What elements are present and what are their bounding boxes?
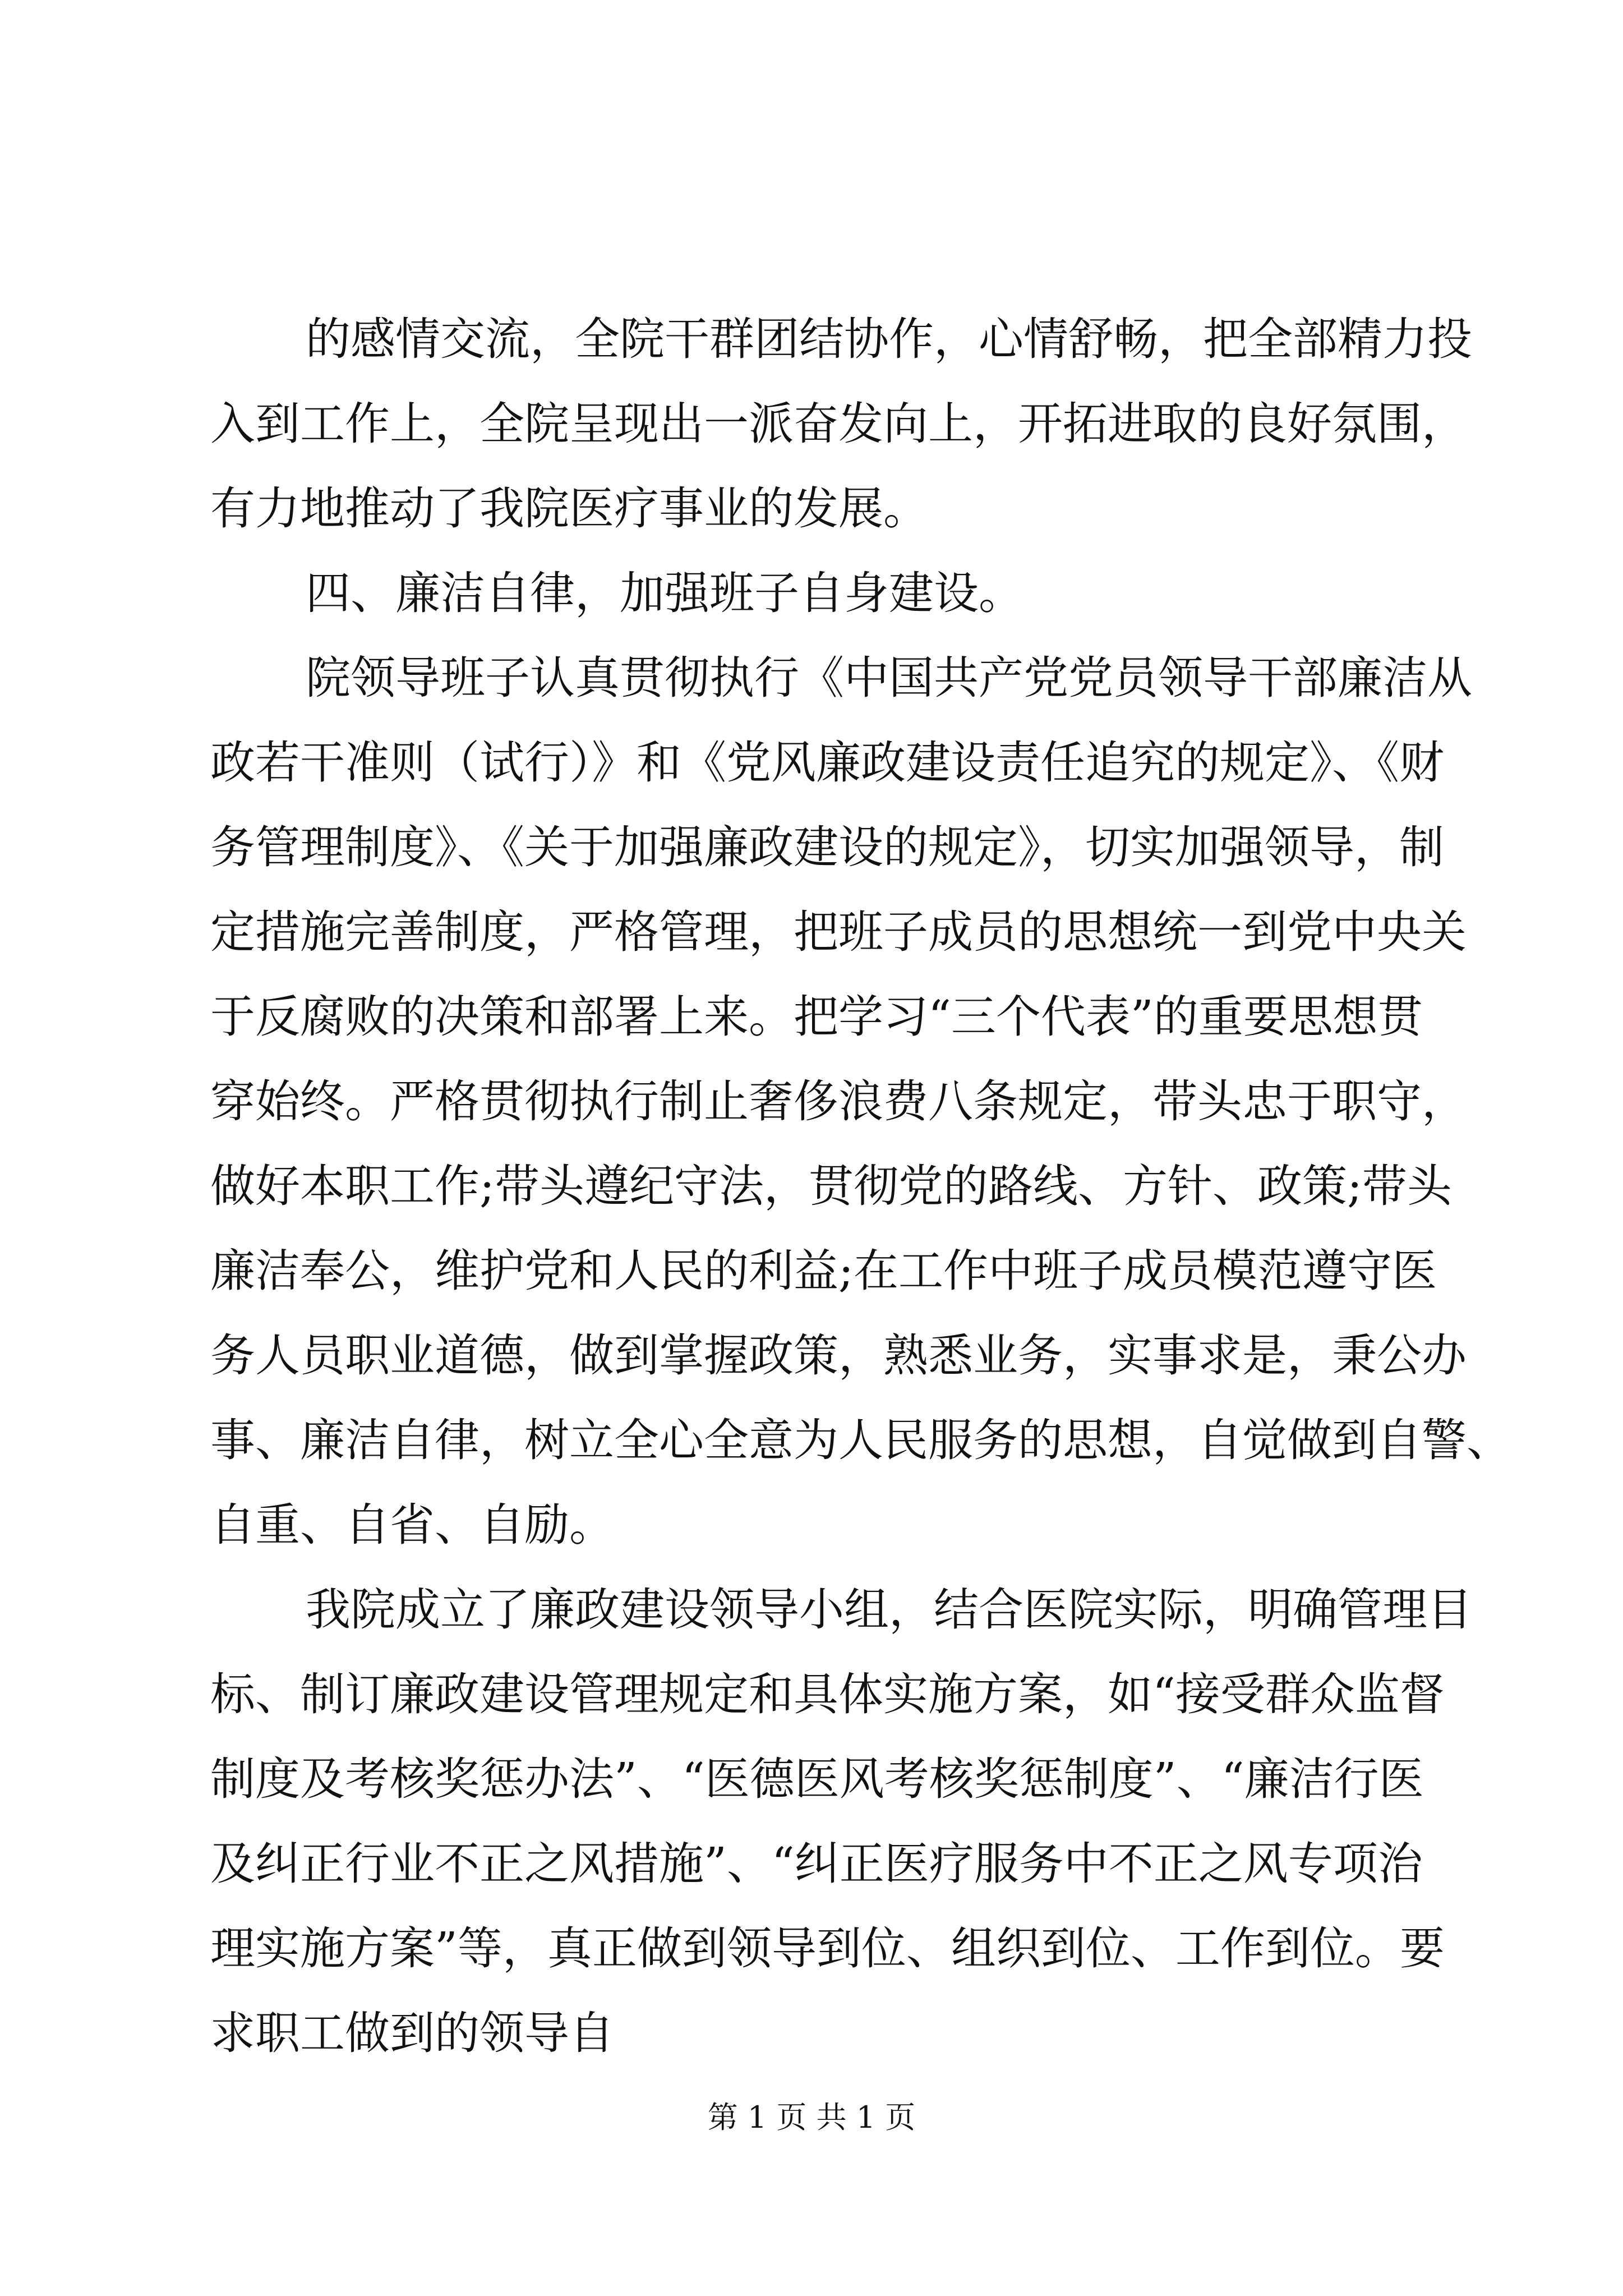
text-line-18: 制度及考核奖惩办法”、“医德医风考核奖惩制度”、“廉洁行医 (210, 1753, 1424, 1805)
text-line-8: 定措施完善制度，严格管理，把班子成员的思想统一到党中央关 (210, 906, 1467, 958)
text-line-17: 标、制订廉政建设管理规定和具体实施方案，如“接受群众监督 (210, 1668, 1445, 1720)
text-line-11: 做好本职工作;带头遵纪守法，贯彻党的路线、方针、政策;带头 (210, 1160, 1452, 1212)
text-line-12: 廉洁奉公，维护党和人民的利益;在工作中班子成员模范遵守医 (210, 1245, 1437, 1297)
text-line-10: 穿始终。严格贯彻执行制止奢侈浪费八条规定，带头忠于职守， (210, 1075, 1467, 1128)
text-line-3: 有力地推动了我院医疗事业的发展。 (210, 482, 928, 535)
text-line-15: 自重、自省、自励。 (210, 1499, 614, 1551)
text-line-21: 求职工做到的领导自 (210, 2007, 614, 2059)
section-heading: 四、廉洁自律，加强班子自身建设。 (306, 567, 1023, 619)
text-line-1: 的感情交流，全院干群团结协作，心情舒畅，把全部精力投 (306, 313, 1472, 365)
page-footer: 第 1 页 共 1 页 (707, 2100, 916, 2135)
text-line-16: 我院成立了廉政建设领导小组，结合医院实际，明确管理目 (306, 1584, 1472, 1636)
text-line-14: 事、廉洁自律，树立全心全意为人民服务的思想，自觉做到自警、 (210, 1414, 1511, 1466)
text-line-5: 院领导班子认真贯彻执行《中国共产党党员领导干部廉洁从 (306, 652, 1472, 704)
text-line-19: 及纠正行业不正之风措施”、“纠正医疗服务中不正之风专项治 (210, 1838, 1423, 1890)
text-line-9: 于反腐败的决策和部署上来。把学习“三个代表”的重要思想贯 (210, 991, 1423, 1043)
text-line-7: 务管理制度》、《关于加强廉政建设的规定》，切实加强领导，制 (210, 821, 1444, 873)
text-line-20: 理实施方案”等，真正做到领导到位、组织到位、工作到位。要 (210, 1922, 1445, 1975)
text-line-6: 政若干准则（试行）》和《党风廉政建设责任追究的规定》、《财 (210, 737, 1444, 789)
text-line-13: 务人员职业道德，做到掌握政策，熟悉业务，实事求是，秉公办 (210, 1329, 1467, 1382)
text-line-2: 入到工作上，全院呈现出一派奋发向上，开拓进取的良好氛围， (210, 398, 1467, 450)
